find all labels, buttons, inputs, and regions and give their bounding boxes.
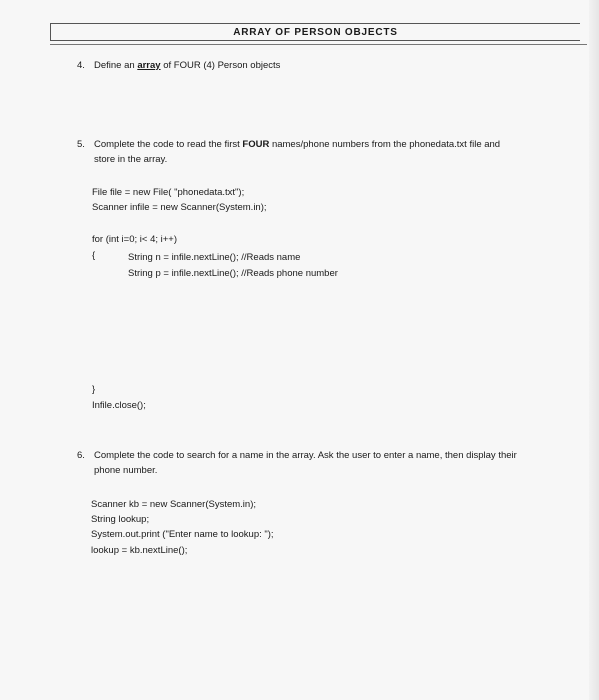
question-5-number: 5. (77, 139, 85, 150)
code-line: Infile.close(); (92, 400, 146, 411)
question-5-bold-word: FOUR (242, 139, 270, 150)
question-6-number: 6. (77, 450, 85, 461)
question-4-text-after: of FOUR (4) Person objects (160, 60, 281, 71)
question-6-line-2: phone number. (94, 465, 158, 476)
code-line: Scanner infile = new Scanner(System.in); (92, 202, 267, 213)
question-4-text-before: Define an (94, 60, 138, 71)
code-line: Scanner kb = new Scanner(System.in); (91, 499, 257, 510)
question-5 (77, 137, 582, 169)
question-5-line-1-before: Complete the code to read the first (94, 139, 243, 150)
question-5-line-1-after: names/phone numbers from the phonedata.txt file and (269, 139, 501, 150)
code-line: System.out.print ("Enter name to lookup: "); (91, 529, 274, 540)
question-5-line-1 (94, 137, 500, 152)
question-4-number: 4. (77, 60, 85, 71)
header-divider (50, 44, 587, 45)
code-line: for (int i=0; i< 4; i++) (92, 234, 178, 245)
code-line: String p = infile.nextLine(); //Reads phone number (128, 268, 338, 279)
code-line: String lookup; (91, 514, 150, 525)
header-box (50, 23, 580, 41)
question-4 (77, 58, 577, 74)
code-line: File file = new File( "phonedata.txt"); (92, 187, 245, 198)
code-line: { (92, 250, 96, 261)
question-5-line-2: store in the array. (94, 154, 168, 165)
question-4-underlined-word: array (137, 60, 161, 71)
question-6-line-1: Complete the code to search for a name in the array. Ask the user to enter a name, then display their (94, 450, 517, 461)
question-6 (77, 448, 587, 480)
code-line: lookup = kb.nextLine(); (91, 545, 188, 556)
question-4-text (94, 58, 280, 73)
page-edge-shadow (589, 0, 599, 700)
page-title: ARRAY OF PERSON OBJECTS (233, 27, 398, 38)
code-line: String n = infile.nextLine(); //Reads name (128, 252, 301, 263)
code-line: } (92, 384, 96, 395)
